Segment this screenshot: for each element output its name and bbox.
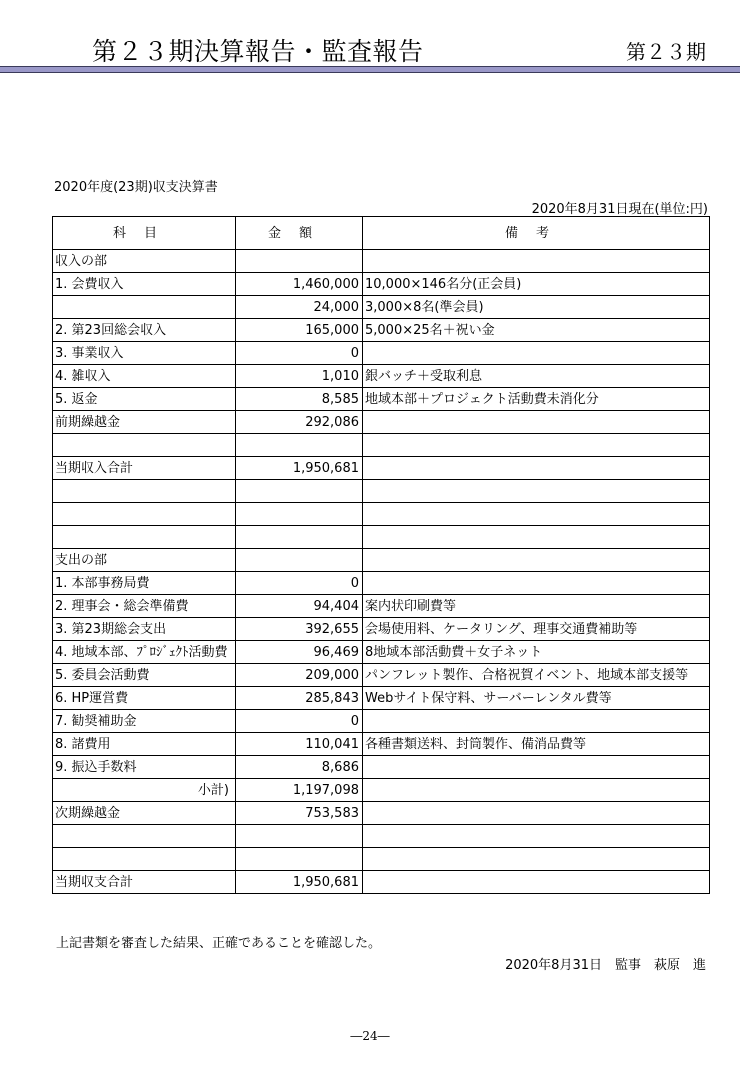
row-note: [363, 342, 710, 365]
row-item-name: 5. 返金: [53, 388, 236, 411]
row-item-name: [53, 526, 236, 549]
row-amount: [236, 825, 363, 848]
row-note: 3,000×8名(準会員): [363, 296, 710, 319]
table-row: [53, 802, 710, 825]
row-amount: 285,843: [236, 687, 363, 710]
column-header-item: 科目: [53, 217, 236, 250]
row-note: [363, 503, 710, 526]
table-row: [53, 296, 710, 319]
row-item-name: 4. 地域本部、ﾌﾟﾛｼﾞｪｸﾄ活動費: [53, 641, 236, 664]
table-row: [53, 480, 710, 503]
row-amount: 1,010: [236, 365, 363, 388]
row-item-name: 当期収支合計: [53, 871, 236, 894]
table-row: [53, 733, 710, 756]
row-amount: 110,041: [236, 733, 363, 756]
row-note: [363, 526, 710, 549]
row-note: 銀バッチ＋受取利息: [363, 365, 710, 388]
row-item-name: 次期繰越金: [53, 802, 236, 825]
table-row: [53, 457, 710, 480]
row-item-name: [53, 503, 236, 526]
row-note: [363, 756, 710, 779]
table-row: [53, 618, 710, 641]
table-row: [53, 871, 710, 894]
row-note: パンフレット製作、合格祝賀イベント、地域本部支援等: [363, 664, 710, 687]
row-note: [363, 802, 710, 825]
row-note: [363, 457, 710, 480]
row-note: 10,000×146名分(正会員): [363, 273, 710, 296]
table-row: [53, 756, 710, 779]
header-title: 第２３期決算報告・監査報告: [92, 37, 424, 66]
row-note: 5,000×25名＋祝い金: [363, 319, 710, 342]
row-item-name: 8. 諸費用: [53, 733, 236, 756]
document-date-unit: 2020年8月31日現在(単位:円): [531, 202, 708, 217]
row-amount: 1,460,000: [236, 273, 363, 296]
row-note: [363, 825, 710, 848]
row-amount: 0: [236, 342, 363, 365]
table-row: [53, 779, 710, 802]
row-item-name: 5. 委員会活動費: [53, 664, 236, 687]
row-amount: [236, 480, 363, 503]
table-row: [53, 434, 710, 457]
table-row: [53, 526, 710, 549]
table-row: [53, 503, 710, 526]
table-row: [53, 250, 710, 273]
row-amount: 1,950,681: [236, 457, 363, 480]
table-row: [53, 342, 710, 365]
table-row: [53, 549, 710, 572]
row-note: [363, 848, 710, 871]
row-note: [363, 480, 710, 503]
table-header-row: [53, 217, 710, 250]
row-note: [363, 549, 710, 572]
row-note: 会場使用料、ケータリング、理事交通費補助等: [363, 618, 710, 641]
row-item-name: 前期繰越金: [53, 411, 236, 434]
row-item-name: 収入の部: [53, 250, 236, 273]
row-note: [363, 572, 710, 595]
header-divider: [0, 66, 740, 73]
column-header-note: 備考: [363, 217, 710, 250]
row-item-name: 3. 事業収入: [53, 342, 236, 365]
row-item-name: 小計): [53, 779, 236, 802]
row-amount: [236, 526, 363, 549]
row-note: [363, 779, 710, 802]
row-item-name: 当期収入合計: [53, 457, 236, 480]
row-item-name: 6. HP運営費: [53, 687, 236, 710]
row-amount: 96,469: [236, 641, 363, 664]
table-row: [53, 710, 710, 733]
row-amount: [236, 848, 363, 871]
row-note: 8地域本部活動費＋女子ネット: [363, 641, 710, 664]
row-note: [363, 871, 710, 894]
table-row: [53, 641, 710, 664]
row-amount: 94,404: [236, 595, 363, 618]
row-note: [363, 411, 710, 434]
row-amount: 0: [236, 572, 363, 595]
table-row: [53, 664, 710, 687]
row-item-name: 3. 第23期総会支出: [53, 618, 236, 641]
row-note: Webサイト保守料、サーバーレンタル費等: [363, 687, 710, 710]
column-header-amount: 金額: [236, 217, 363, 250]
row-note: [363, 250, 710, 273]
table-row: [53, 572, 710, 595]
table-row: [53, 595, 710, 618]
row-item-name: 1. 会費収入: [53, 273, 236, 296]
row-item-name: [53, 825, 236, 848]
row-item-name: 1. 本部事務局費: [53, 572, 236, 595]
row-amount: 165,000: [236, 319, 363, 342]
auditor-signature: 2020年8月31日 監事 萩原 進: [505, 958, 706, 973]
table-row: [53, 825, 710, 848]
row-note: 案内状印刷費等: [363, 595, 710, 618]
row-amount: 753,583: [236, 802, 363, 825]
row-amount: 8,585: [236, 388, 363, 411]
row-item-name: [53, 848, 236, 871]
row-item-name: [53, 434, 236, 457]
row-item-name: 2. 第23回総会収入: [53, 319, 236, 342]
row-amount: 209,000: [236, 664, 363, 687]
row-note: [363, 434, 710, 457]
row-item-name: [53, 296, 236, 319]
page-number: ―24―: [350, 1029, 390, 1043]
row-amount: 392,655: [236, 618, 363, 641]
row-amount: [236, 503, 363, 526]
row-item-name: 9. 振込手数料: [53, 756, 236, 779]
row-amount: [236, 549, 363, 572]
row-note: [363, 710, 710, 733]
row-item-name: 4. 雑収入: [53, 365, 236, 388]
table-row: [53, 365, 710, 388]
row-note: 地域本部＋プロジェクト活動費未消化分: [363, 388, 710, 411]
row-amount: 8,686: [236, 756, 363, 779]
table-row: [53, 273, 710, 296]
row-amount: 1,197,098: [236, 779, 363, 802]
table-row: [53, 687, 710, 710]
row-amount: 292,086: [236, 411, 363, 434]
row-note: 各種書類送料、封筒製作、備消品費等: [363, 733, 710, 756]
audit-statement: 上記書類を審査した結果、正確であることを確認した。: [56, 936, 382, 951]
row-item-name: 2. 理事会・総会準備費: [53, 595, 236, 618]
table-row: [53, 848, 710, 871]
row-item-name: 支出の部: [53, 549, 236, 572]
row-item-name: [53, 480, 236, 503]
table-row: [53, 411, 710, 434]
row-amount: 0: [236, 710, 363, 733]
row-amount: 24,000: [236, 296, 363, 319]
header-term: 第２３期: [626, 40, 706, 64]
row-amount: [236, 250, 363, 273]
financial-statement-table: [52, 216, 710, 894]
row-amount: 1,950,681: [236, 871, 363, 894]
table-row: [53, 388, 710, 411]
document-title: 2020年度(23期)収支決算書: [54, 180, 218, 195]
row-item-name: 7. 勧奨補助金: [53, 710, 236, 733]
row-amount: [236, 434, 363, 457]
table-row: [53, 319, 710, 342]
